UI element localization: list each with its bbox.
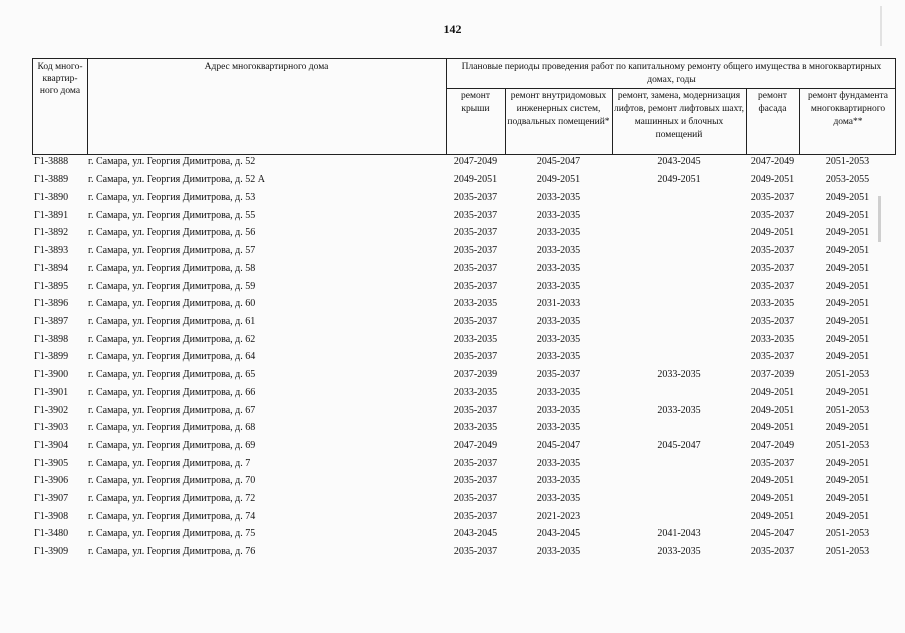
cell-code: Г1-3891 bbox=[34, 210, 69, 221]
cell-engineering: 2045-2047 bbox=[536, 440, 581, 451]
cell-code: Г1-3909 bbox=[34, 546, 69, 557]
cell-roof: 2035-2037 bbox=[453, 475, 498, 486]
cell-roof: 2033-2035 bbox=[453, 422, 498, 433]
header-facade: ремонт фасада bbox=[758, 91, 787, 114]
cell-facade: 2035-2037 bbox=[750, 245, 795, 256]
cell-engineering: 2033-2035 bbox=[536, 493, 581, 504]
cell-engineering: 2033-2035 bbox=[536, 546, 581, 557]
cell-roof: 2035-2037 bbox=[453, 405, 498, 416]
cell-lifts: 2041-2043 bbox=[657, 528, 701, 539]
cell-foundation: 2051-2053 bbox=[825, 546, 870, 557]
cell-engineering: 2033-2035 bbox=[536, 263, 581, 274]
table-row bbox=[32, 331, 896, 349]
cell-roof: 2035-2037 bbox=[453, 227, 498, 238]
cell-engineering: 2045-2047 bbox=[536, 156, 581, 167]
cell-facade: 2049-2051 bbox=[750, 387, 795, 398]
cell-roof: 2035-2037 bbox=[453, 245, 498, 256]
cell-roof: 2035-2037 bbox=[453, 546, 498, 557]
cell-foundation: 2049-2051 bbox=[825, 458, 870, 469]
header-foundation: ремонт фундамента многоквартирного дома** bbox=[808, 91, 888, 127]
cell-address: г. Самара, ул. Георгия Димитрова, д. 56 bbox=[88, 227, 256, 238]
cell-roof: 2035-2037 bbox=[453, 493, 498, 504]
cell-foundation: 2049-2051 bbox=[825, 227, 870, 238]
cell-address: г. Самара, ул. Георгия Димитрова, д. 66 bbox=[88, 387, 256, 398]
cell-foundation: 2049-2051 bbox=[825, 192, 870, 203]
table-row bbox=[32, 543, 896, 561]
cell-engineering: 2035-2037 bbox=[536, 369, 581, 380]
cell-code: Г1-3894 bbox=[34, 263, 69, 274]
table-row bbox=[32, 455, 896, 473]
cell-facade: 2035-2037 bbox=[750, 210, 795, 221]
cell-foundation: 2049-2051 bbox=[825, 475, 870, 486]
cell-facade: 2035-2037 bbox=[750, 281, 795, 292]
cell-roof: 2049-2051 bbox=[453, 174, 498, 185]
table-row bbox=[32, 402, 896, 420]
cell-address: г. Самара, ул. Георгия Димитрова, д. 67 bbox=[88, 405, 256, 416]
header-code: Код много-квартир-ного дома bbox=[37, 62, 83, 96]
table-row bbox=[32, 384, 896, 402]
table-row bbox=[32, 260, 896, 278]
header-divider bbox=[446, 88, 895, 89]
cell-engineering: 2033-2035 bbox=[536, 422, 581, 433]
cell-code: Г1-3908 bbox=[34, 511, 69, 522]
cell-engineering: 2033-2035 bbox=[536, 192, 581, 203]
page-number: 142 bbox=[443, 22, 462, 36]
cell-address: г. Самара, ул. Георгия Димитрова, д. 62 bbox=[88, 334, 256, 345]
table-row bbox=[32, 278, 896, 296]
cell-engineering: 2033-2035 bbox=[536, 281, 581, 292]
cell-address: г. Самара, ул. Георгия Димитрова, д. 68 bbox=[88, 422, 256, 433]
table-row bbox=[32, 295, 896, 313]
cell-facade: 2033-2035 bbox=[750, 334, 795, 345]
cell-address: г. Самара, ул. Георгия Димитрова, д. 72 bbox=[88, 493, 256, 504]
cell-roof: 2035-2037 bbox=[453, 316, 498, 327]
cell-roof: 2033-2035 bbox=[453, 334, 498, 345]
cell-roof: 2035-2037 bbox=[453, 192, 498, 203]
cell-facade: 2049-2051 bbox=[750, 475, 795, 486]
header-lifts: ремонт, замена, модернизация лифтов, ремонт лифтовых шахт, машинных и блочных помещений bbox=[614, 91, 744, 140]
cell-facade: 2049-2051 bbox=[750, 174, 795, 185]
cell-address: г. Самара, ул. Георгия Димитрова, д. 57 bbox=[88, 245, 256, 256]
table-row bbox=[32, 207, 896, 225]
header-roof: ремонт крыши bbox=[461, 91, 490, 114]
cell-lifts: 2043-2045 bbox=[657, 156, 701, 167]
scan-artifact bbox=[880, 6, 882, 46]
table-row bbox=[32, 366, 896, 384]
cell-facade: 2035-2037 bbox=[750, 192, 795, 203]
cell-facade: 2035-2037 bbox=[750, 316, 795, 327]
cell-facade: 2049-2051 bbox=[750, 493, 795, 504]
cell-engineering: 2033-2035 bbox=[536, 210, 581, 221]
cell-roof: 2035-2037 bbox=[453, 281, 498, 292]
cell-code: Г1-3902 bbox=[34, 405, 69, 416]
cell-engineering: 2033-2035 bbox=[536, 334, 581, 345]
cell-code: Г1-3906 bbox=[34, 475, 69, 486]
cell-code: Г1-3892 bbox=[34, 227, 69, 238]
table-header bbox=[32, 58, 896, 155]
cell-foundation: 2049-2051 bbox=[825, 387, 870, 398]
cell-lifts: 2045-2047 bbox=[657, 440, 701, 451]
cell-roof: 2047-2049 bbox=[453, 156, 498, 167]
cell-foundation: 2049-2051 bbox=[825, 334, 870, 345]
cell-roof: 2035-2037 bbox=[453, 458, 498, 469]
cell-roof: 2037-2039 bbox=[453, 369, 498, 380]
cell-facade: 2049-2051 bbox=[750, 227, 795, 238]
cell-address: г. Самара, ул. Георгия Димитрова, д. 52 А bbox=[88, 174, 265, 185]
cell-facade: 2045-2047 bbox=[750, 528, 795, 539]
cell-foundation: 2049-2051 bbox=[825, 493, 870, 504]
cell-address: г. Самара, ул. Георгия Димитрова, д. 75 bbox=[88, 528, 256, 539]
cell-roof: 2035-2037 bbox=[453, 351, 498, 362]
cell-code: Г1-3899 bbox=[34, 351, 69, 362]
cell-foundation: 2049-2051 bbox=[825, 351, 870, 362]
cell-lifts: 2033-2035 bbox=[657, 405, 701, 416]
cell-foundation: 2051-2053 bbox=[825, 369, 870, 380]
cell-foundation: 2049-2051 bbox=[825, 316, 870, 327]
cell-foundation: 2049-2051 bbox=[825, 281, 870, 292]
cell-facade: 2033-2035 bbox=[750, 298, 795, 309]
cell-facade: 2047-2049 bbox=[750, 440, 795, 451]
cell-engineering: 2031-2033 bbox=[536, 298, 581, 309]
cell-foundation: 2051-2053 bbox=[825, 156, 870, 167]
cell-code: Г1-3903 bbox=[34, 422, 69, 433]
cell-facade: 2035-2037 bbox=[750, 263, 795, 274]
table-row bbox=[32, 472, 896, 490]
table-row bbox=[32, 313, 896, 331]
cell-address: г. Самара, ул. Георгия Димитрова, д. 64 bbox=[88, 351, 256, 362]
header-address: Адрес многоквартирного дома bbox=[204, 62, 329, 72]
cell-roof: 2033-2035 bbox=[453, 298, 498, 309]
cell-engineering: 2033-2035 bbox=[536, 458, 581, 469]
cell-roof: 2047-2049 bbox=[453, 440, 498, 451]
header-engineering: ремонт внутридомовых инженерных систем, подвальных помещений* bbox=[507, 91, 610, 127]
cell-address: г. Самара, ул. Георгия Димитрова, д. 53 bbox=[88, 192, 256, 203]
cell-engineering: 2033-2035 bbox=[536, 387, 581, 398]
cell-code: Г1-3904 bbox=[34, 440, 69, 451]
cell-lifts: 2033-2035 bbox=[657, 369, 701, 380]
cell-engineering: 2043-2045 bbox=[536, 528, 581, 539]
table-row bbox=[32, 525, 896, 543]
cell-code: Г1-3907 bbox=[34, 493, 69, 504]
cell-facade: 2049-2051 bbox=[750, 422, 795, 433]
cell-lifts: 2049-2051 bbox=[657, 174, 701, 185]
cell-foundation: 2049-2051 bbox=[825, 245, 870, 256]
header-periods-group: Плановые периоды проведения работ по капитальному ремонту общего имущества в многоквартирных домах, годы bbox=[461, 62, 882, 85]
cell-roof: 2043-2045 bbox=[453, 528, 498, 539]
cell-foundation: 2049-2051 bbox=[825, 511, 870, 522]
cell-facade: 2049-2051 bbox=[750, 511, 795, 522]
cell-code: Г1-3896 bbox=[34, 298, 69, 309]
cell-code: Г1-3901 bbox=[34, 387, 69, 398]
cell-facade: 2035-2037 bbox=[750, 351, 795, 362]
cell-facade: 2047-2049 bbox=[750, 156, 795, 167]
cell-code: Г1-3898 bbox=[34, 334, 69, 345]
table-row bbox=[32, 437, 896, 455]
cell-code: Г1-3897 bbox=[34, 316, 69, 327]
cell-facade: 2037-2039 bbox=[750, 369, 795, 380]
cell-foundation: 2049-2051 bbox=[825, 422, 870, 433]
cell-code: Г1-3889 bbox=[34, 174, 69, 185]
cell-engineering: 2033-2035 bbox=[536, 405, 581, 416]
cell-foundation: 2049-2051 bbox=[825, 263, 870, 274]
cell-roof: 2033-2035 bbox=[453, 387, 498, 398]
table-row bbox=[32, 242, 896, 260]
cell-address: г. Самара, ул. Георгия Димитрова, д. 58 bbox=[88, 263, 256, 274]
cell-address: г. Самара, ул. Георгия Димитрова, д. 7 bbox=[88, 458, 251, 469]
cell-code: Г1-3905 bbox=[34, 458, 69, 469]
cell-foundation: 2049-2051 bbox=[825, 298, 870, 309]
cell-address: г. Самара, ул. Георгия Димитрова, д. 70 bbox=[88, 475, 256, 486]
cell-code: Г1-3893 bbox=[34, 245, 69, 256]
cell-code: Г1-3900 bbox=[34, 369, 69, 380]
table-row bbox=[32, 490, 896, 508]
table-row bbox=[32, 153, 896, 171]
cell-address: г. Самара, ул. Георгия Димитрова, д. 59 bbox=[88, 281, 256, 292]
cell-foundation: 2051-2053 bbox=[825, 440, 870, 451]
cell-foundation: 2051-2053 bbox=[825, 405, 870, 416]
cell-address: г. Самара, ул. Георгия Димитрова, д. 61 bbox=[88, 316, 256, 327]
table-row bbox=[32, 189, 896, 207]
cell-engineering: 2033-2035 bbox=[536, 245, 581, 256]
cell-code: Г1-3888 bbox=[34, 156, 69, 167]
cell-facade: 2049-2051 bbox=[750, 405, 795, 416]
cell-foundation: 2049-2051 bbox=[825, 210, 870, 221]
cell-engineering: 2049-2051 bbox=[536, 174, 581, 185]
cell-code: Г1-3895 bbox=[34, 281, 69, 292]
table-row bbox=[32, 508, 896, 526]
cell-address: г. Самара, ул. Георгия Димитрова, д. 69 bbox=[88, 440, 256, 451]
cell-address: г. Самара, ул. Георгия Димитрова, д. 55 bbox=[88, 210, 256, 221]
cell-address: г. Самара, ул. Георгия Димитрова, д. 76 bbox=[88, 546, 256, 557]
table-row bbox=[32, 224, 896, 242]
cell-address: г. Самара, ул. Георгия Димитрова, д. 74 bbox=[88, 511, 256, 522]
cell-engineering: 2033-2035 bbox=[536, 475, 581, 486]
cell-engineering: 2033-2035 bbox=[536, 227, 581, 238]
cell-engineering: 2033-2035 bbox=[536, 316, 581, 327]
cell-address: г. Самара, ул. Георгия Димитрова, д. 65 bbox=[88, 369, 256, 380]
table-row bbox=[32, 171, 896, 189]
cell-foundation: 2053-2055 bbox=[825, 174, 870, 185]
cell-address: г. Самара, ул. Георгия Димитрова, д. 60 bbox=[88, 298, 256, 309]
table-row bbox=[32, 348, 896, 366]
cell-code: Г1-3890 bbox=[34, 192, 69, 203]
cell-roof: 2035-2037 bbox=[453, 263, 498, 274]
cell-code: Г1-3480 bbox=[34, 528, 69, 539]
cell-roof: 2035-2037 bbox=[453, 511, 498, 522]
table-row bbox=[32, 419, 896, 437]
cell-engineering: 2033-2035 bbox=[536, 351, 581, 362]
cell-facade: 2035-2037 bbox=[750, 458, 795, 469]
cell-engineering: 2021-2023 bbox=[536, 511, 581, 522]
scan-artifact bbox=[878, 196, 881, 242]
cell-roof: 2035-2037 bbox=[453, 210, 498, 221]
cell-facade: 2035-2037 bbox=[750, 546, 795, 557]
cell-foundation: 2051-2053 bbox=[825, 528, 870, 539]
cell-lifts: 2033-2035 bbox=[657, 546, 701, 557]
cell-address: г. Самара, ул. Георгия Димитрова, д. 52 bbox=[88, 156, 256, 167]
